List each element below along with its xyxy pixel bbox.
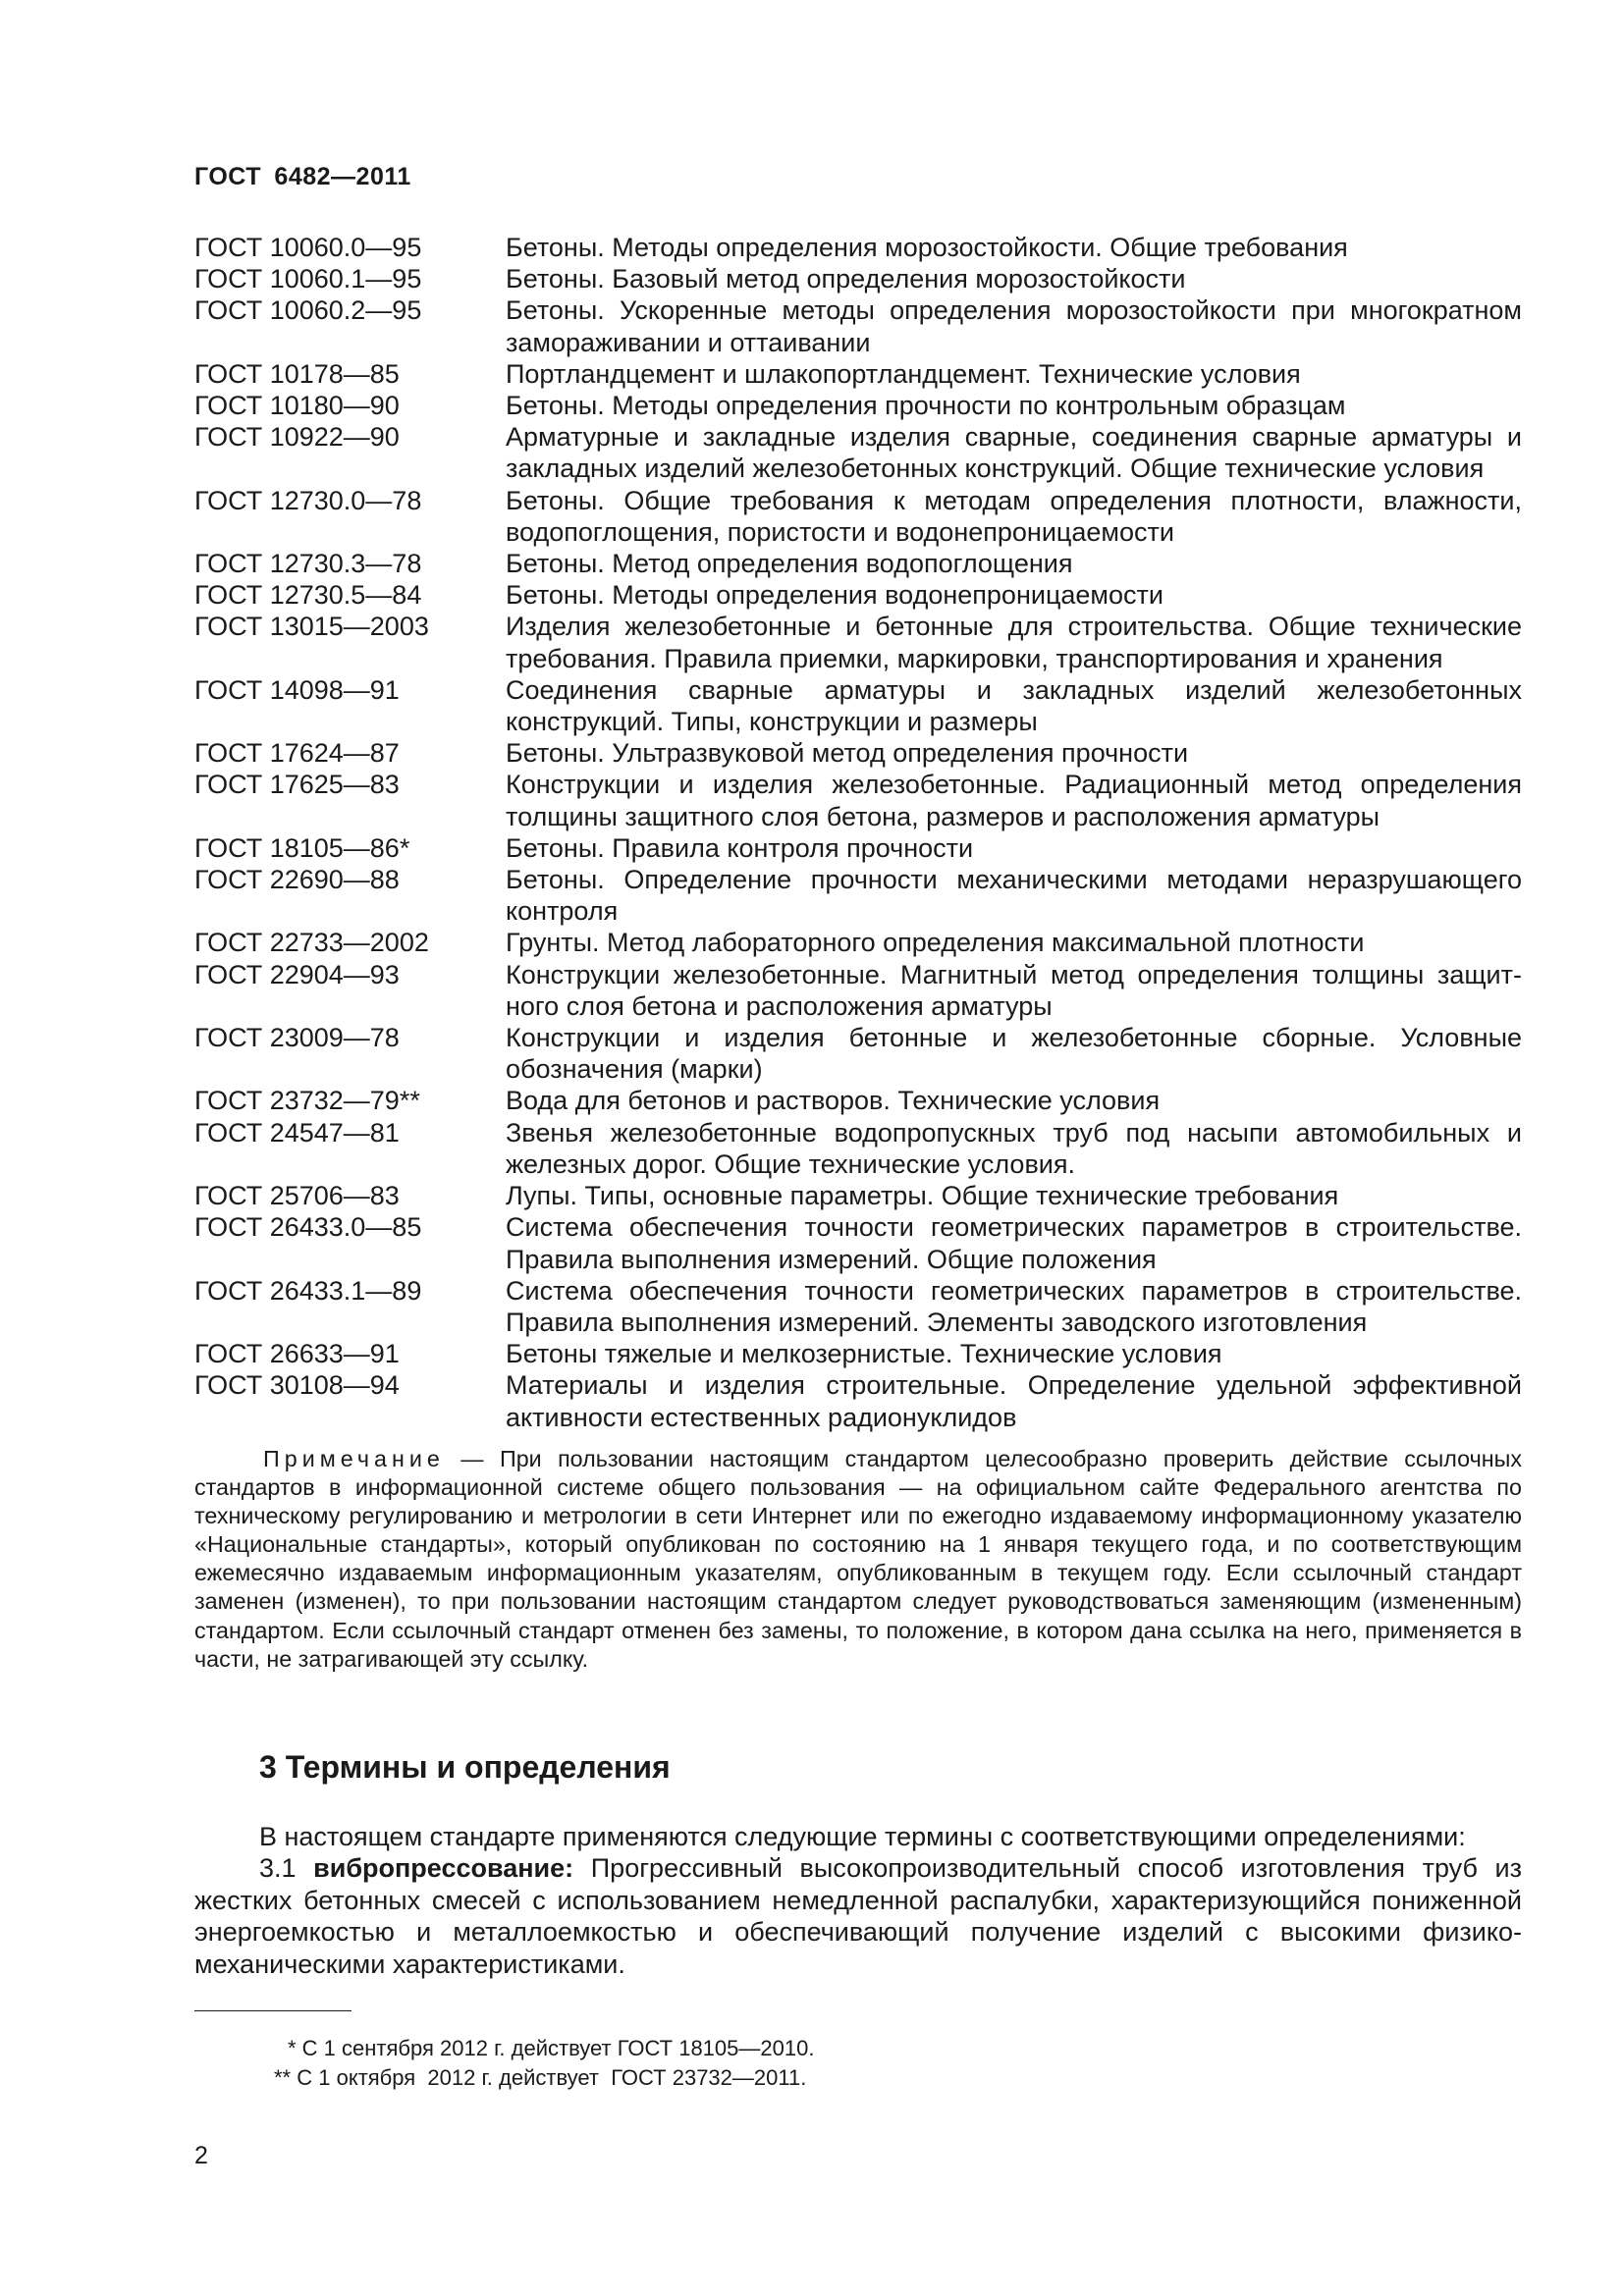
reference-title: Бетоны. Методы определения прочности по контрольным образцам	[506, 391, 1346, 421]
reference-code: ГОСТ 10180—90	[194, 391, 400, 421]
reference-row	[194, 294, 1522, 357]
reference-row	[194, 1369, 1522, 1432]
footnote-divider	[194, 2010, 352, 2011]
reference-code: ГОСТ 23009—78	[194, 1023, 400, 1053]
reference-row	[194, 674, 1522, 737]
reference-title: Грунты. Метод лабораторного определения максимальной плотности	[506, 928, 1365, 958]
section-intro: В настоящем стандарте применяются следующие термины с соответствующими определениями:	[259, 1822, 1466, 1851]
reference-code: ГОСТ 10060.2—95	[194, 295, 422, 326]
reference-title: Портландцемент и шлакопортландцемент. Технические условия	[506, 358, 1301, 389]
reference-code: ГОСТ 18105—86*	[194, 832, 410, 863]
footnote: * С 1 сентября 2012 г. действует ГОСТ 18105—2010.	[288, 2036, 815, 2060]
footnote: ** С 1 октября 2012 г. действует ГОСТ 23732—2011.	[274, 2064, 807, 2090]
footnotes	[194, 2034, 1522, 2092]
reference-code: ГОСТ 23732—79**	[194, 1086, 420, 1116]
reference-code: ГОСТ 13015—2003	[194, 612, 429, 642]
reference-row	[194, 1117, 1522, 1180]
reference-title: Изделия железобетонные и бетонные для строительства. Общие технические требования. Правила приемки, маркировки, транспортирования и хранения	[506, 612, 1522, 673]
reference-code: ГОСТ 17624—87	[194, 738, 400, 769]
reference-code: ГОСТ 24547—81	[194, 1117, 400, 1148]
reference-title: Бетоны. Метод определения водопоглощения	[506, 549, 1073, 579]
reference-code: ГОСТ 10060.0—95	[194, 233, 422, 262]
note-text: — При пользовании настоящим стандартом целесообразно проверить действие ссылочных стандартов в информационной системе общего пользования — на официальном сайте Федерального агентства по техническому регулированию и метрологии в сети Интернет или по ежегодно издаваемому информационному указателю «Национальные стандарты», который опубликован по состоянию на 1 января текущего года, и по соответствующим ежемесячно издаваемым информационным указателям, опубликованным в текущем году. Если ссылочный стандарт заменен (изменен), то при пользовании настоящим стандартом следует руководствоваться заменяющим (измененным) стандартом. Если ссылочный стандарт отменен без замены, то положение, в котором дана ссылка на него, применяется в части, не затрагивающей эту ссылку.	[194, 1446, 1522, 1672]
reference-title: Арматурные и закладные изделия сварные, соединения сварные арматуры и закладных изделий железобетонных конструкций. Общие технические условия	[506, 422, 1522, 484]
reference-title: Бетоны. Определение прочности механическими методами неразрушающего контроля	[506, 865, 1522, 927]
reference-code: ГОСТ 30108—94	[194, 1370, 400, 1401]
reference-title: Конструкции и изделия бетонные и железобетонные сборные. Условные обозначения (марки)	[506, 1023, 1522, 1085]
reference-title: Конструкции и изделия железобетонные. Радиационный метод определения толщины защитного слоя бетона, размеров и расположения арматуры	[506, 770, 1522, 831]
reference-row	[194, 358, 1522, 390]
reference-code: ГОСТ 12730.5—84	[194, 580, 422, 611]
reference-row	[194, 548, 1522, 579]
term-definition: Прогрессивный высокопроизводительный способ изготовления труб из жестких бетонных смесей с использованием немедленной распалубки, характеризующийся пониженной энергоемкостью и металлоемкостью и обеспечивающий получение изделий с высокими физико-механическими характеристиками.	[194, 1853, 1522, 1979]
reference-row	[194, 579, 1522, 611]
term-definition-paragraph	[194, 1852, 1522, 1980]
term-name: вибропрессование:	[313, 1853, 574, 1884]
reference-code: ГОСТ 10060.1—95	[194, 264, 422, 294]
reference-row	[194, 263, 1522, 294]
reference-code: ГОСТ 22733—2002	[194, 928, 429, 958]
page-number: 2	[194, 2142, 208, 2169]
reference-title: Бетоны тяжелые и мелкозернистые. Технические условия	[506, 1339, 1222, 1369]
reference-title: Бетоны. Ультразвуковой метод определения прочности	[506, 738, 1189, 769]
reference-title: Бетоны. Ускоренные методы определения морозостойкости при многократном замораживании и оттаивании	[506, 295, 1522, 357]
reference-row	[194, 832, 1522, 864]
reference-code: ГОСТ 12730.3—78	[194, 549, 422, 579]
reference-title: Звенья железобетонные водопропускных труб под насыпи автомобильных и железных дорог. Общие технические условия.	[506, 1117, 1522, 1179]
reference-title: Вода для бетонов и растворов. Технические условия	[506, 1086, 1161, 1116]
reference-title: Материалы и изделия строительные. Определение удельной эффективной активности естественных радионуклидов	[506, 1370, 1522, 1432]
reference-title: Бетоны. Методы определения водонепроницаемости	[506, 580, 1163, 611]
section-body	[194, 1821, 1522, 1980]
reference-row	[194, 769, 1522, 831]
reference-title: Соединения сварные арматуры и закладных изделий железобетонных конструкций. Типы, конструкции и размеры	[506, 674, 1522, 737]
reference-title: Лупы. Типы, основные параметры. Общие технические требования	[506, 1181, 1339, 1211]
reference-row	[194, 864, 1522, 927]
reference-code: ГОСТ 17625—83	[194, 770, 400, 800]
reference-code: ГОСТ 26633—91	[194, 1339, 400, 1369]
reference-row	[194, 1338, 1522, 1369]
reference-row	[194, 421, 1522, 484]
reference-code: ГОСТ 10922—90	[194, 422, 400, 453]
reference-row	[194, 1022, 1522, 1085]
reference-row	[194, 1211, 1522, 1274]
reference-row	[194, 485, 1522, 548]
reference-title: Система обеспечения точности геометрических параметров в строительстве. Правила выполнения измерений. Общие положения	[506, 1212, 1522, 1274]
reference-title: Система обеспечения точности геометрических параметров в строительстве. Правила выполнения измерений. Элементы заводского изготовления	[506, 1275, 1522, 1337]
reference-row	[194, 737, 1522, 769]
reference-code: ГОСТ 26433.0—85	[194, 1212, 422, 1243]
reference-row	[194, 232, 1522, 263]
reference-title: Бетоны. Базовый метод определения морозостойкости	[506, 264, 1186, 294]
reference-row	[194, 1180, 1522, 1211]
section-heading: 3 Термины и определения	[259, 1749, 671, 1785]
term-number: 3.1	[259, 1853, 314, 1884]
reference-title: Конструкции железобетонные. Магнитный метод определения толщины защитного слоя бетона и расположения арматуры	[506, 959, 1522, 1021]
reference-code: ГОСТ 26433.1—89	[194, 1275, 422, 1306]
reference-code: ГОСТ 14098—91	[194, 674, 400, 705]
note-label: Примечание	[263, 1446, 445, 1471]
reference-code: ГОСТ 22904—93	[194, 959, 400, 989]
reference-title: Бетоны. Методы определения морозостойкости. Общие требования	[506, 233, 1348, 262]
reference-row	[194, 611, 1522, 673]
reference-code: ГОСТ 25706—83	[194, 1181, 400, 1211]
document-header: ГОСТ 6482—2011	[194, 163, 411, 190]
reference-code: ГОСТ 22690—88	[194, 865, 400, 895]
reference-row	[194, 1275, 1522, 1338]
reference-row	[194, 390, 1522, 421]
reference-row	[194, 959, 1522, 1022]
note-paragraph	[194, 1445, 1522, 1674]
normative-references-list	[194, 232, 1522, 1433]
reference-code: ГОСТ 12730.0—78	[194, 485, 422, 515]
reference-row	[194, 927, 1522, 958]
reference-title: Бетоны. Общие требования к методам определения плотности, влажности, водопоглощения, пористости и водонепроницаемости	[506, 485, 1522, 547]
reference-title: Бетоны. Правила контроля прочности	[506, 832, 974, 863]
reference-code: ГОСТ 10178—85	[194, 358, 400, 389]
reference-row	[194, 1085, 1522, 1116]
